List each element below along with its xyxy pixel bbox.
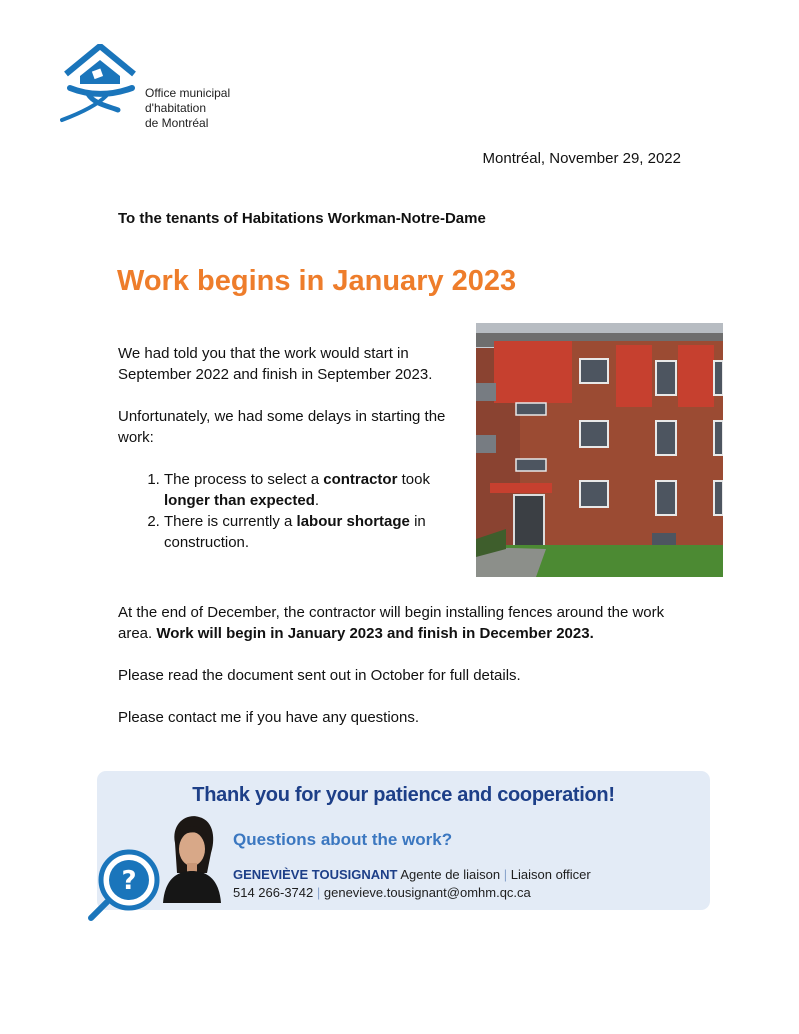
text: . — [314, 492, 320, 509]
question-mark-magnifier-icon — [85, 846, 163, 929]
contact-details-line — [233, 885, 531, 900]
contact-role-fr: Agente de liaison — [400, 867, 501, 882]
text: The process to select a — [164, 471, 324, 488]
contact-box — [97, 771, 710, 910]
dateline: Montréal, November 29, 2022 — [482, 150, 681, 167]
text: There is currently a — [164, 513, 297, 530]
logo-line: d'habitation — [145, 101, 207, 115]
paragraph: We had told you that the work would start in September 2022 and finish in September 2023. — [118, 345, 433, 383]
omhm-house-logo-icon — [60, 44, 140, 128]
contact-photo — [157, 813, 227, 903]
delay-reasons-list — [118, 469, 468, 553]
paragraph: Please contact me if you have any questions. — [118, 709, 420, 726]
emphasis: Work will begin in January 2023 and finish in December 2023. — [156, 625, 594, 642]
contact-name-line — [233, 867, 591, 882]
paragraph — [118, 602, 688, 644]
building-photo — [476, 323, 723, 577]
emphasis: labour shortage — [296, 513, 410, 530]
headline: Work begins in January 2023 — [117, 265, 517, 297]
separator: | — [316, 885, 321, 900]
separator: | — [503, 867, 508, 882]
contact-role-en: Liaison officer — [510, 867, 591, 882]
text: At the end of December, the contractor will begin installing fences around the work area. — [118, 604, 665, 642]
contact-name: GENEVIÈVE TOUSIGNANT — [233, 867, 398, 882]
emphasis: contractor — [323, 471, 398, 488]
paragraph: Unfortunately, we had some delays in starting the work: — [118, 408, 446, 446]
intro-column — [118, 343, 468, 553]
list-item — [164, 469, 468, 511]
questions-heading: Questions about the work? — [233, 830, 453, 849]
svg-text:?: ? — [121, 866, 137, 896]
logo-wordmark — [145, 86, 230, 131]
logo-line: Office municipal — [145, 86, 231, 100]
list-item — [164, 511, 468, 553]
addressee: To the tenants of Habitations Workman-Notre-Dame — [118, 210, 486, 227]
text: took — [397, 471, 430, 488]
emphasis: longer than expected — [164, 492, 315, 509]
text: in construction. — [164, 513, 426, 551]
contact-phone: 514 266-3742 — [233, 885, 314, 900]
thanks-heading: Thank you for your patience and cooperation! — [192, 784, 615, 806]
contact-email[interactable]: genevieve.tousignant@omhm.qc.ca — [323, 885, 531, 900]
omhm-logo — [60, 44, 250, 128]
paragraph: Please read the document sent out in October for full details. — [118, 667, 521, 684]
logo-line: de Montréal — [145, 116, 209, 130]
body-text — [118, 602, 688, 749]
